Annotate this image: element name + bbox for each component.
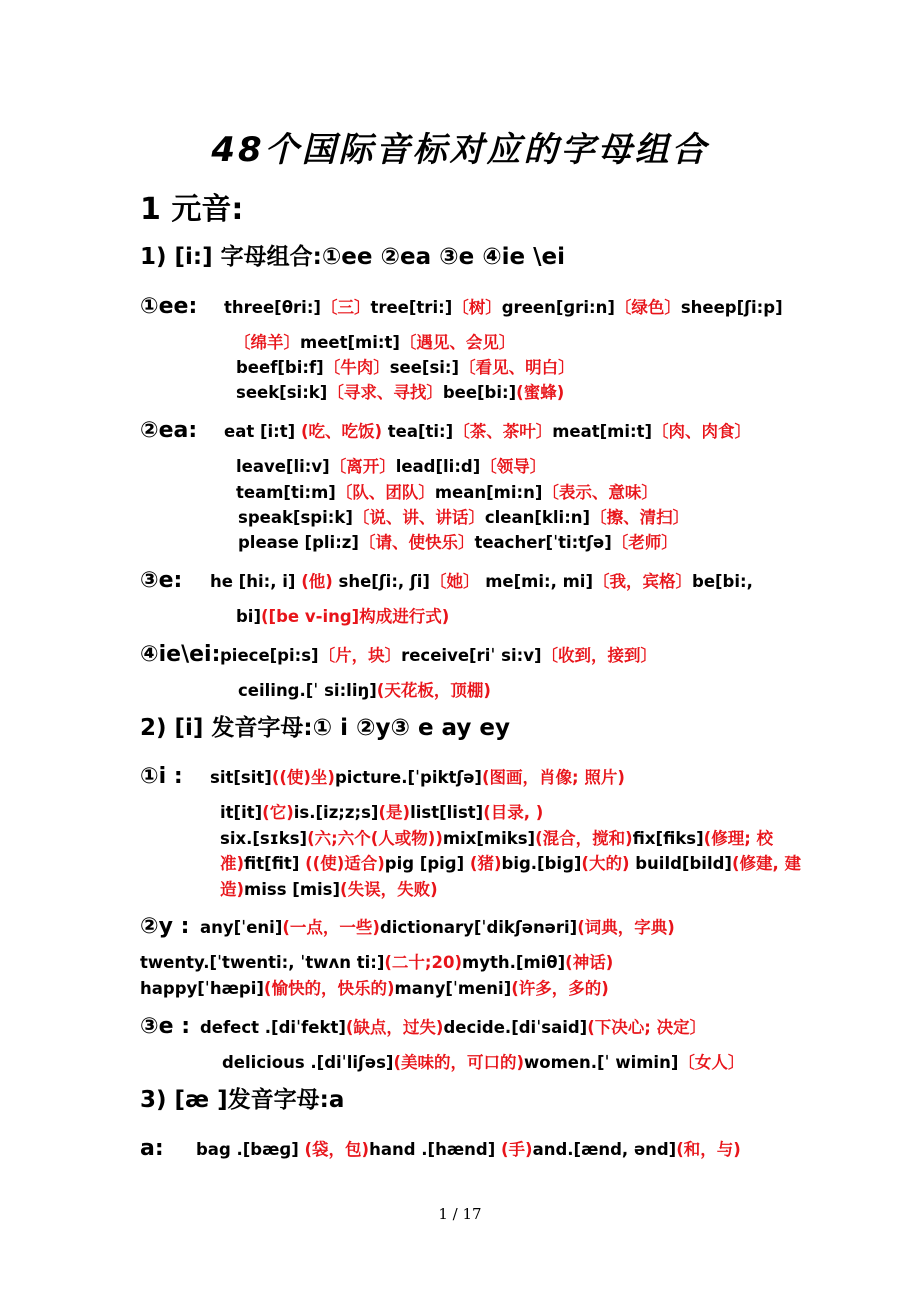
translation-text: (他) <box>301 572 339 591</box>
word-phonetic: and.[ænd, ənd] <box>532 1140 677 1159</box>
word-phonetic: defect .[diˈfekt] <box>200 1018 346 1037</box>
line-y-1 <box>200 916 675 940</box>
word-phonetic: fix[fiks] <box>632 829 704 848</box>
line-e-2 <box>236 605 449 629</box>
word-phonetic: is.[iz;z;s] <box>293 803 379 822</box>
translation-text: (缺点，过失) <box>345 1018 444 1037</box>
translation-text: (袋，包) <box>304 1140 370 1159</box>
line-e-short-1 <box>200 1016 706 1040</box>
page-number: 1 / 17 <box>438 1205 482 1223</box>
translation-text: (神话) <box>565 953 614 972</box>
translation-text: 〔遇见、会见〕 <box>399 333 516 352</box>
label-ie-ei: ④ie\ei: <box>140 642 221 667</box>
translation-text: (目录, ) <box>483 803 544 822</box>
translation-text: 〔片，块〕 <box>318 646 402 665</box>
translation-text: (美味的，可口的) <box>393 1053 525 1072</box>
word-phonetic: many[ˈmeni] <box>394 979 512 998</box>
translation-text: 〔绵羊〕 <box>234 333 300 352</box>
word-phonetic: seek[si:k] <box>236 383 328 402</box>
word-phonetic: build[bild] <box>635 854 732 873</box>
line-ie-2 <box>238 679 491 703</box>
translation-text: 〔三〕 <box>320 298 371 317</box>
word-phonetic: dictionary[ˈdikʃənəri] <box>379 918 578 937</box>
subheading-i-long: 1) [i:] 字母组合:①ee ②ea ③e ④ie \ei <box>140 244 566 270</box>
line-ie-1 <box>220 644 657 668</box>
line-e-1 <box>210 570 753 594</box>
translation-text: 〔老师〕 <box>611 533 678 552</box>
label-e: ③e: <box>140 568 183 593</box>
line-i-4 <box>220 852 801 876</box>
translation-text: 〔请、使快乐〕 <box>358 533 475 552</box>
translation-text: (是) <box>378 803 411 822</box>
word-phonetic: bag .[bæɡ] <box>196 1140 305 1159</box>
translation-text: (愉快的，快乐的) <box>263 979 395 998</box>
line-y-2 <box>140 951 613 975</box>
line-ea-1 <box>224 420 751 444</box>
word-phonetic: picture.[ˈpiktʃə] <box>334 768 482 787</box>
translation-text: 〔我，宾格〕 <box>593 572 693 591</box>
translation-text: (词典，字典) <box>577 918 675 937</box>
word-phonetic: fit[fit] <box>244 854 306 873</box>
line-i-2 <box>220 801 543 825</box>
word-phonetic: tea[ti:] <box>387 422 454 441</box>
word-phonetic: decide.[diˈsaid] <box>443 1018 588 1037</box>
word-phonetic: six.[sɪks] <box>220 829 308 848</box>
label-ea: ②ea: <box>140 418 198 443</box>
translation-text: 〔收到，接到〕 <box>541 646 658 665</box>
translation-text: (吃、吃饭) <box>300 422 388 441</box>
word-phonetic: team[ti:m] <box>236 483 336 502</box>
translation-text: (天花板，顶棚) <box>376 681 491 700</box>
page-title: 48个国际音标对应的字母组合 <box>211 130 709 170</box>
translation-text: (它) <box>262 803 294 822</box>
word-phonetic: lead[li:d] <box>395 457 481 476</box>
translation-text: (失误，失败) <box>340 880 438 899</box>
translation-text: 〔肉、肉食〕 <box>652 422 752 441</box>
word-phonetic: pig [piɡ] <box>384 854 470 873</box>
translation-text: (许多，多的) <box>511 979 609 998</box>
translation-text: (猪) <box>469 854 502 873</box>
word-phonetic: women.[ˈ wimin] <box>524 1053 679 1072</box>
word-phonetic: clean[kli:n] <box>484 508 591 527</box>
translation-text: (下决心; 决定〕 <box>587 1018 707 1037</box>
word-phonetic: sit[sit] <box>210 768 272 787</box>
word-phonetic: bee[bi:] <box>442 383 517 402</box>
word-phonetic: mix[miks] <box>442 829 536 848</box>
translation-text: 〔茶、茶叶〕 <box>453 422 553 441</box>
translation-text: 〔看见、明白〕 <box>459 358 575 377</box>
subheading-i-short: 2) [i] 发音字母:① i ②y③ e ay ey <box>140 715 510 741</box>
word-phonetic: twenty.[ˈtwenti:, ˈtwʌn ti:] <box>140 953 385 972</box>
line-ea-4 <box>238 506 689 530</box>
translation-text: 〔说、讲、讲话〕 <box>352 508 485 527</box>
word-phonetic: see[si:] <box>389 358 460 377</box>
word-phonetic: hand .[hænd] <box>369 1140 501 1159</box>
line-ea-2 <box>236 455 546 479</box>
word-phonetic: be[bi:, <box>692 572 753 591</box>
translation-text: 〔表示、意味〕 <box>542 483 658 502</box>
translation-text: ((使)适合) <box>305 854 385 873</box>
word-phonetic: ceiling.[ˈ si:liŋ] <box>238 681 377 700</box>
word-phonetic: happy[ˈhæpi] <box>140 979 264 998</box>
line-e-short-2 <box>222 1051 744 1075</box>
word-phonetic: meat[mi:t] <box>552 422 653 441</box>
line-ee-2 <box>234 331 515 355</box>
word-phonetic: sheep[ʃi:p] <box>680 298 783 317</box>
word-phonetic: green[ɡri:n] <box>501 298 615 317</box>
line-i-3 <box>220 827 773 851</box>
word-phonetic: speak[spi:k] <box>238 508 353 527</box>
word-phonetic: me[mi:, mi] <box>485 572 594 591</box>
word-phonetic: big.[biɡ] <box>501 854 582 873</box>
translation-text: 造) <box>220 880 245 899</box>
label-ee: ①ee: <box>140 294 198 319</box>
label-a: a: <box>140 1136 164 1161</box>
word-phonetic: meet[mi:t] <box>300 333 400 352</box>
translation-text: 〔队、团队〕 <box>335 483 435 502</box>
line-i-1 <box>210 766 625 790</box>
translation-text: 〔女人〕 <box>678 1053 745 1072</box>
translation-text: (六;六个(人或物)) <box>307 829 443 848</box>
word-phonetic: tree[tri:] <box>370 298 453 317</box>
word-phonetic: leave[li:v] <box>236 457 330 476</box>
translation-text: 〔牛肉〕 <box>323 358 390 377</box>
translation-text: 〔领导〕 <box>480 457 547 476</box>
translation-text: ([be v-ing]构成进行式) <box>261 607 450 626</box>
translation-text: (图画，肖像; 照片) <box>481 768 625 787</box>
line-ea-3 <box>236 481 658 505</box>
word-phonetic: three[θri:] <box>224 298 321 317</box>
word-phonetic: list[list] <box>410 803 484 822</box>
label-y: ②y : <box>140 914 190 939</box>
word-phonetic: bi] <box>236 607 262 626</box>
translation-text: (二十;20) <box>384 953 463 972</box>
translation-text: (和，与) <box>676 1140 741 1159</box>
word-phonetic: piece[pi:s] <box>220 646 319 665</box>
line-ee-1 <box>224 296 783 320</box>
word-phonetic: mean[mi:n] <box>434 483 543 502</box>
word-phonetic: delicious .[diˈliʃəs] <box>222 1053 394 1072</box>
word-phonetic: he [hi:, i] <box>210 572 302 591</box>
translation-text: (大的) <box>581 854 636 873</box>
line-a-1 <box>196 1138 741 1162</box>
word-phonetic: please [pli:z] <box>238 533 359 552</box>
translation-text: ((使)坐) <box>271 768 335 787</box>
translation-text: 〔绿色〕 <box>614 298 681 317</box>
label-i: ①i : <box>140 764 183 789</box>
translation-text: 〔擦、清扫〕 <box>590 508 690 527</box>
line-ee-3 <box>236 356 575 380</box>
word-phonetic: it[it] <box>220 803 263 822</box>
translation-text: (手) <box>500 1140 533 1159</box>
line-y-3 <box>140 977 609 1001</box>
word-phonetic: miss [mis] <box>244 880 341 899</box>
translation-text: 〔她〕 <box>429 572 486 591</box>
word-phonetic: she[ʃi:, ʃi] <box>338 572 430 591</box>
line-ea-5 <box>238 531 678 555</box>
word-phonetic: eat [i:t] <box>224 422 301 441</box>
translation-text: 〔树〕 <box>452 298 502 317</box>
translation-text: 准) <box>220 854 245 873</box>
word-phonetic: teacher[ˈti:tʃə] <box>474 533 612 552</box>
word-phonetic: beef[bi:f] <box>236 358 324 377</box>
translation-text: (混合，搅和) <box>535 829 633 848</box>
line-ee-4 <box>236 381 564 405</box>
section-heading: 1 元音: <box>140 192 244 227</box>
translation-text: (修建, 建 <box>731 854 802 873</box>
translation-text: (一点，一些) <box>282 918 380 937</box>
subheading-ae: 3) [æ ]发音字母:a <box>140 1087 345 1113</box>
line-i-5 <box>220 878 438 902</box>
translation-text: (蜜蜂) <box>516 383 565 402</box>
word-phonetic: any[ˈeni] <box>200 918 283 937</box>
word-phonetic: myth.[miθ] <box>462 953 566 972</box>
label-e-short: ③e : <box>140 1014 191 1039</box>
word-phonetic: receive[riˈ si:v] <box>401 646 542 665</box>
translation-text: 〔离开〕 <box>329 457 396 476</box>
translation-text: (修理; 校 <box>703 829 774 848</box>
translation-text: 〔寻求、寻找〕 <box>327 383 443 402</box>
